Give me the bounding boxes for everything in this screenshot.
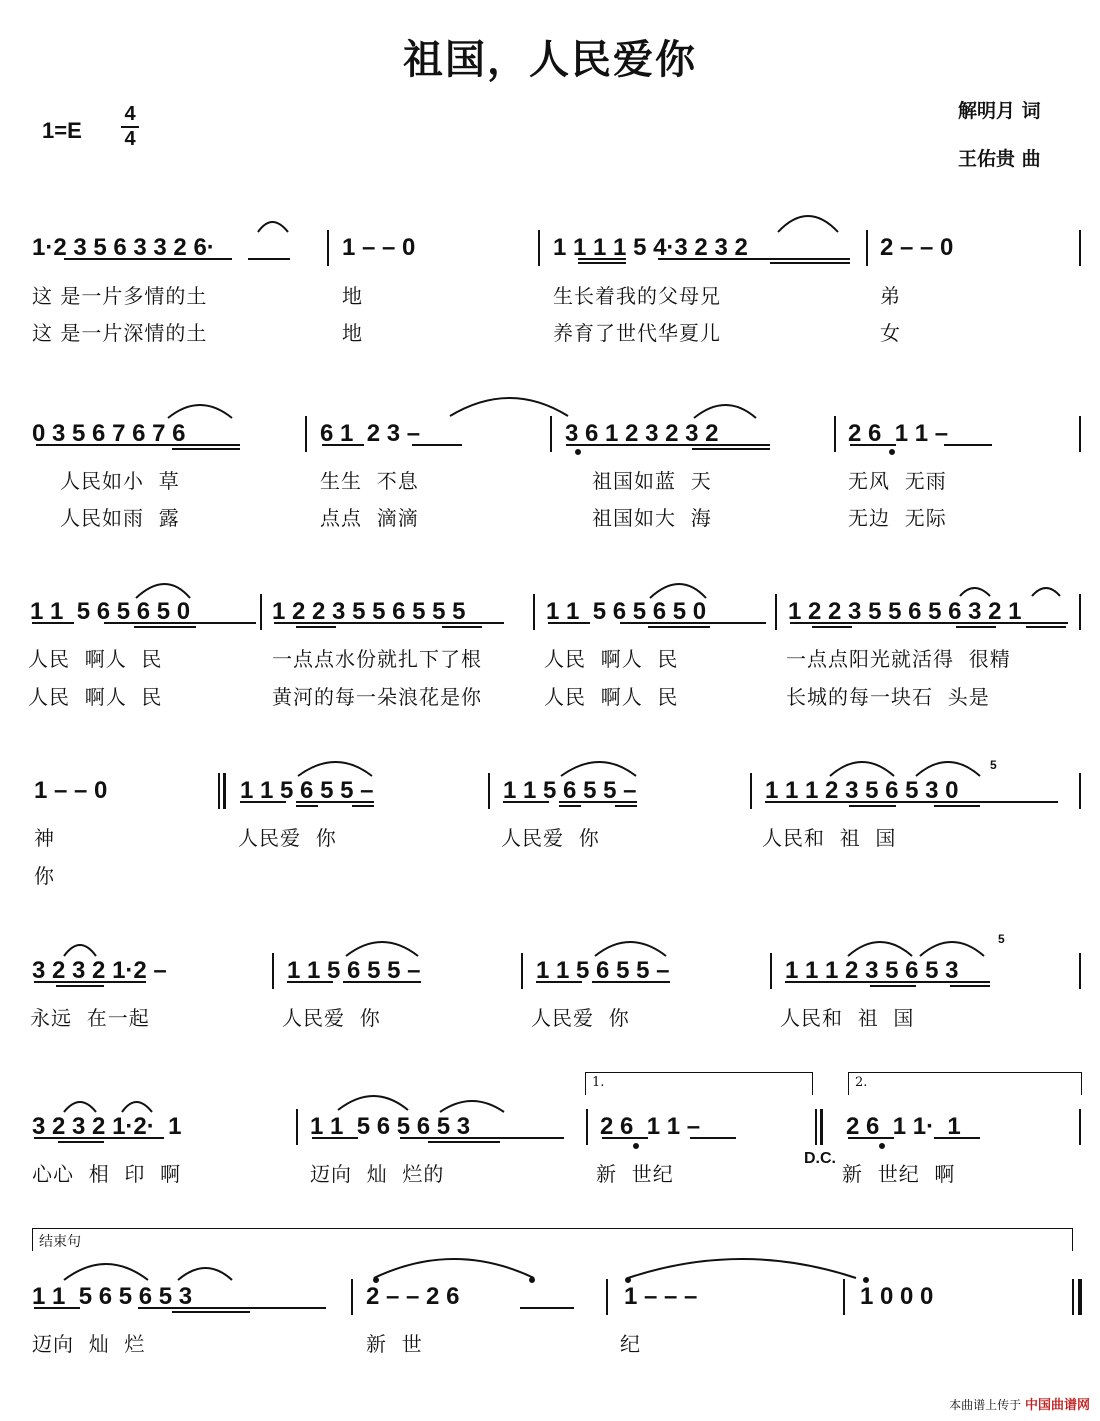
lyric-line: 地: [342, 321, 363, 345]
lyric-line: 人民爱 你: [531, 1006, 630, 1030]
lyric-line: 人民爱 你: [501, 826, 600, 850]
time-signature-bottom: 4: [124, 128, 136, 150]
measure-notes: 1 1 5 6 5 5 –: [503, 777, 637, 804]
lyric-line: 长城的每一块石 头是: [786, 685, 990, 709]
lyric-line: 新 世: [366, 1332, 423, 1356]
slur: [650, 584, 706, 598]
time-signature-top: 4: [124, 103, 136, 125]
slur: [830, 762, 894, 776]
slur: [298, 762, 372, 776]
lyric-line: 生生 不息: [320, 469, 419, 493]
slur: [346, 942, 418, 956]
low-octave-dot: [634, 1144, 638, 1148]
lyric-line: 黄河的每一朵浪花是你: [272, 685, 482, 709]
slur: [595, 942, 666, 956]
lyric-line: 点点 滴滴: [320, 506, 419, 530]
measure-notes: 1 – – 0: [342, 234, 416, 261]
measure-notes: 3 2 3 2 1·2· 1: [32, 1113, 182, 1140]
footer-text: 本曲谱上传于: [949, 1398, 1022, 1412]
measure-notes: 1 2 2 3 5 5 6 5 6 3 2 1: [788, 598, 1022, 625]
measure-notes: 1 0 0 0: [860, 1283, 934, 1310]
lyric-line: 无风 无雨: [848, 469, 947, 493]
slur: [64, 1264, 148, 1280]
grace-note: 5: [998, 932, 1005, 946]
lyric-line: 人民 啊人 民: [28, 647, 163, 671]
measure-notes: 2 – – 2 6: [366, 1283, 460, 1310]
slur: [338, 1096, 408, 1110]
measure-notes: 1 1 5 6 5 6 5 0: [30, 598, 191, 625]
lyric-line: 一点点阳光就活得 很精: [786, 647, 1011, 671]
measure-notes: 2 – – 0: [880, 234, 954, 261]
lyric-line: 迈向 灿 烂的: [310, 1162, 445, 1186]
slur: [960, 588, 990, 596]
measure-notes: 1 1 1 2 3 5 6 5 3 0: [765, 777, 959, 804]
lyric-line: 无边 无际: [848, 506, 947, 530]
lyric-line: 永远 在一起: [30, 1006, 150, 1030]
measure-notes: 1 1 5 6 5 6 5 3: [310, 1113, 471, 1140]
second-ending-label: 2.: [855, 1075, 868, 1090]
lyric-line: 弟: [880, 284, 901, 308]
lyric-line: 人民 啊人 民: [544, 685, 679, 709]
slur: [561, 762, 636, 776]
lyric-line: 祖国如蓝 天: [592, 469, 712, 493]
da-capo-marking: D.C.: [804, 1150, 836, 1167]
key-signature: 1=E: [42, 118, 82, 143]
lyric-line: 这 是一片多情的土: [32, 284, 208, 308]
lyric-line: 心心 相 印 啊: [32, 1162, 182, 1186]
lyric-line: 新 世纪 啊: [842, 1162, 956, 1186]
lyric-line: 人民如雨 露: [60, 506, 180, 530]
measure-notes: 1·2 3 5 6 3 3 2 6·: [32, 234, 215, 261]
low-octave-dot: [880, 1144, 884, 1148]
lyricist-credit: 解明月 词: [958, 100, 1041, 122]
lyric-line: 人民爱 你: [238, 826, 337, 850]
measure-notes: 2 6 1 1 –: [600, 1113, 701, 1140]
high-octave-dot: [626, 1278, 630, 1282]
slur: [178, 1268, 232, 1280]
slur: [168, 405, 232, 418]
lyric-line: 迈向 灿 烂: [32, 1332, 146, 1356]
high-octave-dot: [374, 1278, 378, 1282]
slur: [136, 584, 190, 598]
lyric-line: 新 世纪: [596, 1162, 674, 1186]
slur: [916, 762, 980, 776]
measure-notes: 1 1 5 6 5 5 –: [287, 957, 421, 984]
measure-notes: 6 1 2 3 –: [320, 420, 421, 447]
measure-notes: 2 6 1 1 –: [848, 420, 949, 447]
measure-notes: 3 6 1 2 3 2 3 2: [565, 420, 719, 447]
measure-notes: 0 3 5 6 7 6 7 6: [32, 420, 186, 447]
slur: [64, 945, 96, 956]
slur: [64, 1102, 96, 1112]
lyric-line: 纪: [620, 1332, 641, 1356]
measure-notes: 3 2 3 2 1·2 –: [32, 957, 167, 984]
high-octave-dot: [530, 1278, 534, 1282]
lyric-line: 祖国如大 海: [592, 506, 712, 530]
lyric-line: 生长着我的父母兄: [553, 284, 721, 308]
measure-notes: 1 – – 0: [34, 777, 108, 804]
slur: [450, 398, 568, 416]
measure-notes: 1 1 5 6 5 6 5 3: [32, 1283, 193, 1310]
measure-notes: 1 2 2 3 5 5 6 5 5 5: [272, 598, 466, 625]
site-logo-text[interactable]: 中国曲谱网: [1024, 1398, 1090, 1413]
composer-credit: 王佑贵 曲: [958, 148, 1041, 170]
high-octave-dot: [864, 1278, 868, 1282]
measure-notes: 1 1 1 2 3 5 6 5 3: [785, 957, 959, 984]
lyric-line: 人民爱 你: [282, 1006, 381, 1030]
lyric-line: 这 是一片深情的土: [32, 321, 208, 345]
lyric-line: 你: [34, 864, 55, 888]
slur: [258, 222, 288, 232]
measure-notes: 1 1 5 6 5 5 –: [536, 957, 670, 984]
measure-notes: 1 – – –: [624, 1283, 698, 1310]
lyric-line: 地: [342, 284, 363, 308]
grace-note: 5: [990, 758, 997, 772]
low-octave-dot: [576, 450, 580, 454]
low-octave-dot: [890, 450, 894, 454]
lyric-line: 人民 啊人 民: [544, 647, 679, 671]
slur: [122, 1102, 152, 1112]
slur: [374, 1259, 534, 1278]
closing-phrase-label: 结束句: [39, 1234, 81, 1250]
lyric-line: 女: [880, 321, 901, 345]
lyric-line: 人民 啊人 民: [28, 685, 163, 709]
measure-notes: 2 6 1 1· 1: [846, 1113, 961, 1140]
lyric-line: 人民如小 草: [60, 469, 180, 493]
slur: [694, 405, 756, 418]
upload-footer: [949, 1394, 1090, 1413]
slur: [628, 1259, 856, 1278]
song-title: 祖国，人民爱你: [403, 37, 697, 83]
slur: [848, 942, 912, 956]
measure-notes: 1 1 5 6 5 6 5 0: [546, 598, 707, 625]
lyric-line: 人民和 祖 国: [780, 1006, 915, 1030]
lyric-line: 神: [34, 826, 55, 850]
measure-notes: 1 1 1 1 5 4·3 2 3 2: [553, 234, 748, 261]
measure-notes: 1 1 5 6 5 5 –: [240, 777, 374, 804]
slur: [440, 1101, 504, 1112]
slur: [1032, 588, 1060, 596]
slur: [920, 942, 984, 956]
lyric-line: 一点点水份就扎下了根: [272, 647, 482, 671]
lyric-line: 养育了世代华夏儿: [553, 321, 721, 345]
lyric-line: 人民和 祖 国: [762, 826, 897, 850]
first-ending-label: 1.: [592, 1075, 605, 1090]
slur: [778, 216, 838, 232]
